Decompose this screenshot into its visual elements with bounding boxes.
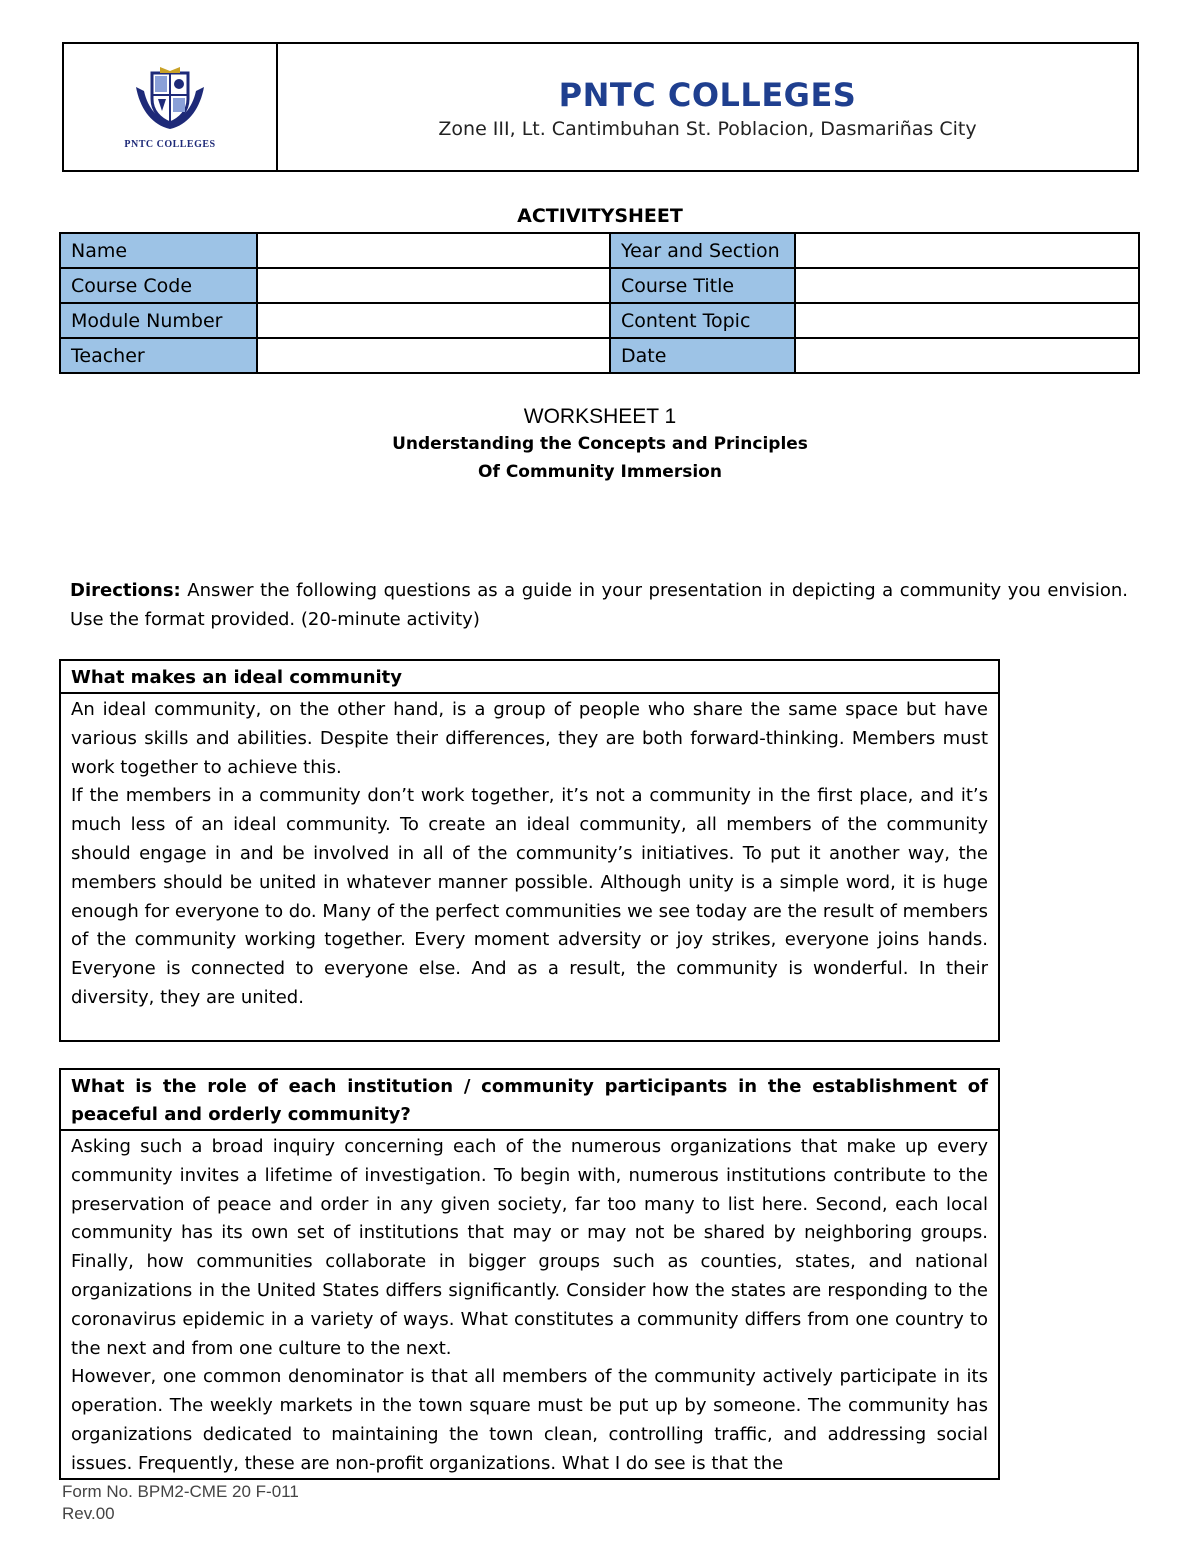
college-name: PNTC COLLEGES <box>558 76 857 114</box>
worksheet-subtitle-line1: Understanding the Concepts and Principles <box>392 434 808 454</box>
college-crest-icon <box>130 65 210 133</box>
answer-2-paragraph-1: Asking such a broad inquiry concerning each of the numerous organizations that make up every community invites a lifetime of investigation. To begin with, numerous institutions contribute to the preservation of peace and order in any given society, far too many to list here. Second, each local community has its own set of institutions that may or may not be shared by neighboring groups. Finally, how communities collaborate in bigger groups such as counties, states, and national organizations in the United States differs significantly. Consider how the states are responding to the coronavirus epidemic in a variety of ways. What constitutes a community differs from one country to the next and from one culture to the next. <box>71 1136 988 1359</box>
document-header <box>62 42 1139 172</box>
worksheet-title: WORKSHEET 1 <box>523 405 677 428</box>
table-row <box>60 233 1139 268</box>
table-row <box>60 338 1139 373</box>
college-info <box>278 44 1137 170</box>
course-title-field[interactable] <box>795 268 1139 303</box>
question-1: What makes an ideal community <box>61 661 998 694</box>
module-number-label: Module Number <box>60 303 257 338</box>
table-row <box>60 303 1139 338</box>
year-section-label: Year and Section <box>610 233 795 268</box>
question-box-2 <box>59 1068 1000 1480</box>
content-topic-field[interactable] <box>795 303 1139 338</box>
module-number-field[interactable] <box>257 303 610 338</box>
year-section-field[interactable] <box>795 233 1139 268</box>
answer-1-paragraph-2: If the members in a community don’t work together, it’s not a community in the first place, and it’s much less of an ideal community. To create an ideal community, all members of the community should engage in and be involved in all of the community’s initiatives. To put it another way, the members should be united in whatever manner possible. Although unity is a simple word, it is huge enough for everyone to do. Many of the perfect communities we see today are the result of members of the community working together. Every moment adversity or joy strikes, everyone joins hands. Everyone is connected to everyone else. And as a result, the community is wonderful. In their diversity, they are united. <box>71 785 988 1008</box>
answer-2[interactable] <box>61 1131 998 1479</box>
question-2: What is the role of each institution / community participants in the establishment of peaceful and orderly community? <box>61 1070 998 1131</box>
course-title-label: Course Title <box>610 268 795 303</box>
date-field[interactable] <box>795 338 1139 373</box>
content-topic-label: Content Topic <box>610 303 795 338</box>
answer-2-paragraph-2: However, one common denominator is that all members of the community actively participate in its operation. The weekly markets in the town square must be put up by someone. The community has organizations dedicated to maintaining the town clean, controlling traffic, and addressing social issues. Frequently, these are non-profit organizations. What I do see is that the <box>71 1366 988 1474</box>
teacher-label: Teacher <box>60 338 257 373</box>
answer-1[interactable] <box>61 694 998 1013</box>
name-label: Name <box>60 233 257 268</box>
directions <box>70 576 1128 634</box>
revision: Rev.00 <box>62 1504 115 1523</box>
answer-1-paragraph-1: An ideal community, on the other hand, is a group of people who share the same space but have various skills and abilities. Despite their differences, they are both forward-thinking. Members must work together to achieve this. <box>71 699 988 778</box>
logo-wordmark: PNTC COLLEGES <box>124 138 216 150</box>
logo-cell <box>64 44 278 170</box>
table-row <box>60 268 1139 303</box>
question-box-1 <box>59 659 1000 1042</box>
teacher-field[interactable] <box>257 338 610 373</box>
form-footer <box>62 1481 299 1525</box>
form-number: Form No. BPM2-CME 20 F-011 <box>62 1482 299 1501</box>
worksheet-subtitle-line2: Of Community Immersion <box>478 462 722 482</box>
name-field[interactable] <box>257 233 610 268</box>
course-code-label: Course Code <box>60 268 257 303</box>
directions-text: Answer the following questions as a guide in your presentation in depicting a community you envision. Use the format provided. (20-minute activity) <box>70 580 1128 630</box>
course-code-field[interactable] <box>257 268 610 303</box>
directions-label: Directions: <box>70 580 181 601</box>
student-info-table <box>59 232 1140 374</box>
sheet-title: ACTIVITYSHEET <box>517 205 683 227</box>
college-address: Zone III, Lt. Cantimbuhan St. Poblacion, Dasmariñas City <box>438 118 977 140</box>
date-label: Date <box>610 338 795 373</box>
